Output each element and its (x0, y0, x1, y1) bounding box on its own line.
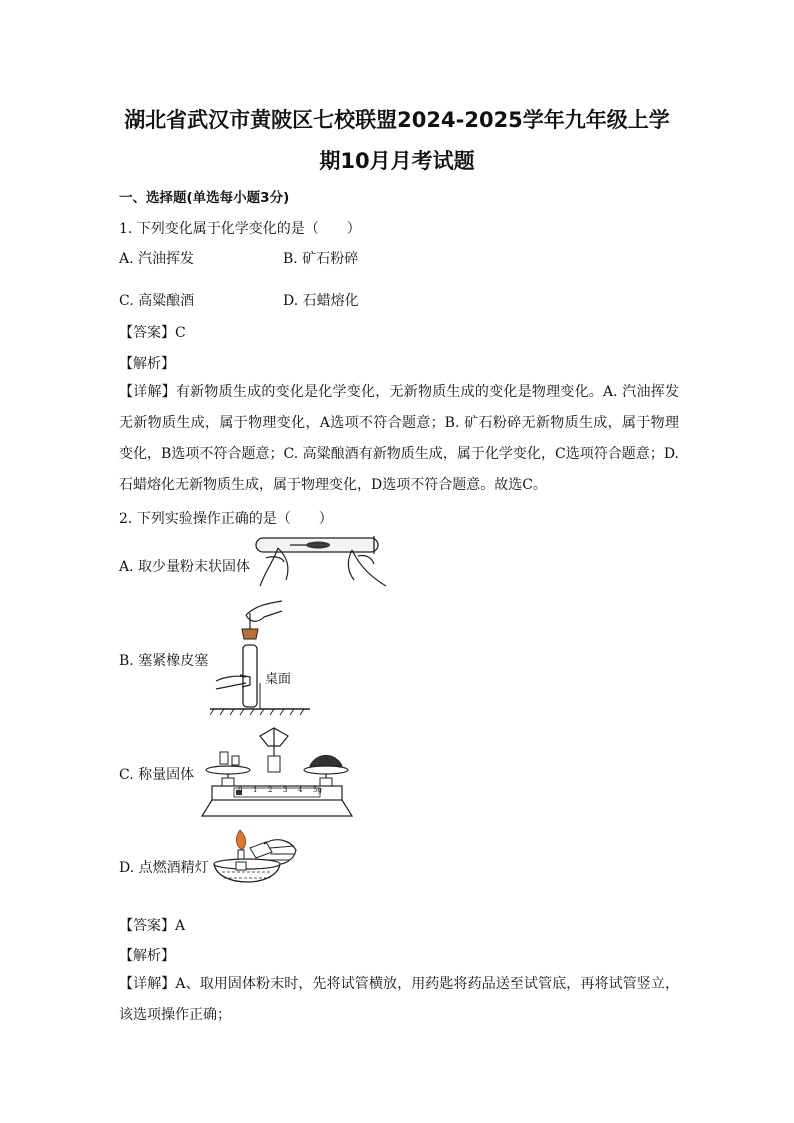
scale-tick-5: 5g (313, 786, 322, 794)
scale-tick-3: 3 (283, 786, 288, 794)
document-title-line-1: 湖北省武汉市黄陂区七校联盟2024-2025学年九年级上学 (124, 108, 670, 132)
q1-analysis-label: 【解析】 (119, 356, 175, 372)
section-heading: 一、选择题(单选每小题3分) (119, 190, 290, 206)
q2-option-d: D. 点燃酒精灯 (119, 860, 209, 876)
q2-analysis-label: 【解析】 (119, 948, 175, 964)
figure-rubber-stopper (210, 597, 310, 719)
q1-detail: 【详解】有新物质生成的变化是化学变化，无新物质生成的变化是物理变化。A. 汽油挥发无新物质生成，属于物理变化，A选项不符合题意；B. 矿石粉碎无新物质生成，属于物理变化，B选项不符合题意；C. 高粱酿酒有新物质生成，属于化学变化，C选项符合题意；D. 石蜡熔化无新物质生成，属于物理变化，D选项不符合题意。故选C。 (119, 384, 679, 493)
scale-tick-0: 0 (238, 786, 243, 794)
q1-answer: 【答案】C (119, 325, 186, 341)
q2-detail: 【详解】A、取用固体粉末时，先将试管横放，用药匙将药品送至试管底，再将试管竖立，该选项操作正确； (119, 976, 679, 1023)
q2-option-c: C. 称量固体 (119, 767, 195, 783)
scale-tick-labels (238, 786, 322, 796)
figure-test-tube-horizontal (248, 530, 393, 592)
q1-stem: 1. 下列变化属于化学变化的是（ ） (119, 221, 361, 237)
figure-balance-scale (198, 722, 358, 822)
q1-option-c: C. 高粱酿酒 (119, 293, 195, 309)
figure-b-label: 桌面 (265, 672, 292, 687)
q2-option-b: B. 塞紧橡皮塞 (119, 653, 209, 669)
scale-tick-2: 2 (268, 786, 273, 794)
q1-option-a: A. 汽油挥发 (119, 251, 195, 267)
q2-answer: 【答案】A (119, 918, 186, 934)
q1-option-d: D. 石蜡熔化 (283, 293, 359, 309)
q2-option-a: A. 取少量粉末状固体 (119, 559, 251, 575)
scale-tick-4: 4 (298, 786, 303, 794)
q2-stem: 2. 下列实验操作正确的是（ ） (119, 511, 333, 527)
scale-tick-1: 1 (253, 786, 258, 794)
figure-alcohol-lamp (210, 826, 302, 898)
document-title-line-2: 期10月月考试题 (319, 149, 475, 173)
q1-option-b: B. 矿石粉碎 (283, 251, 359, 267)
